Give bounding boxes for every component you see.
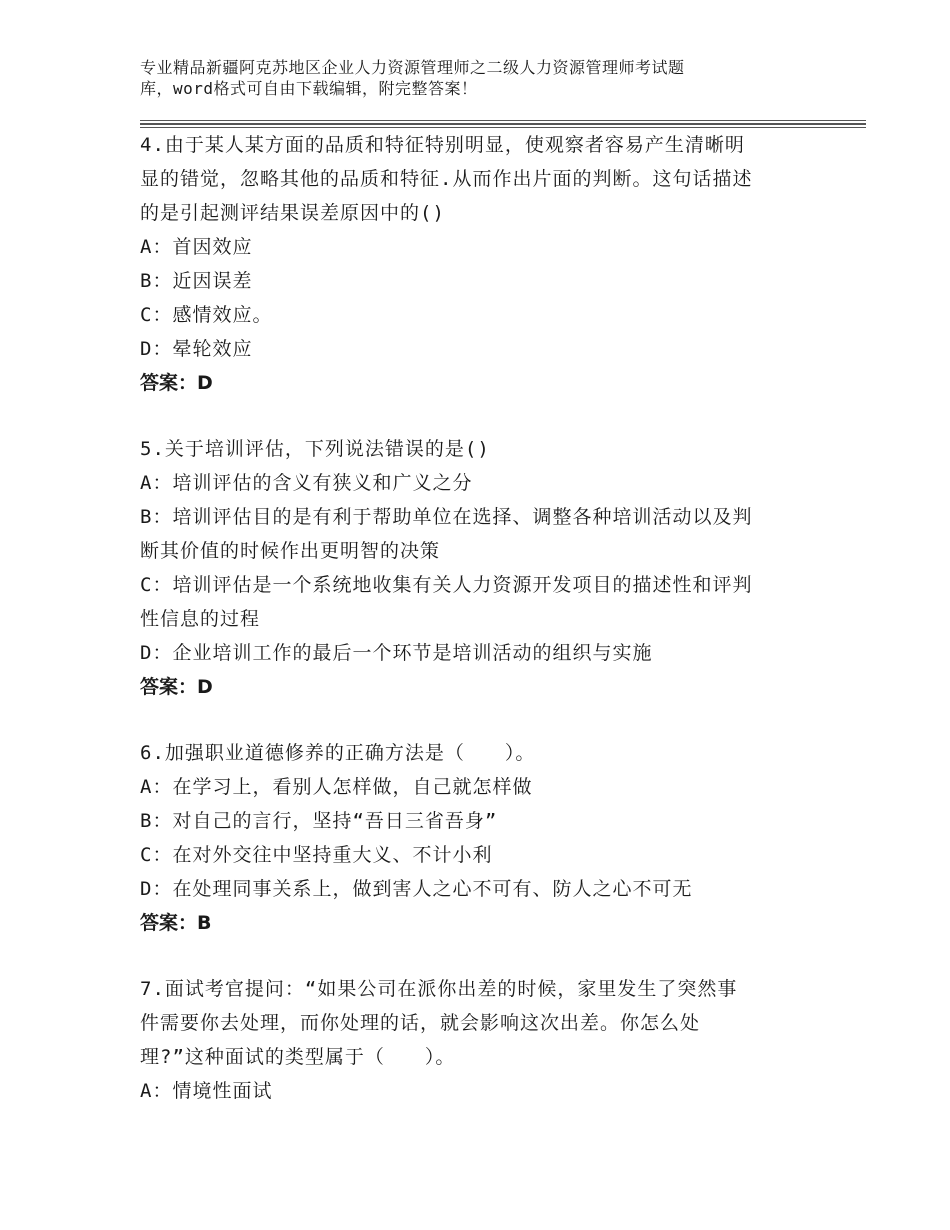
answer-option-line: A：培训评估的含义有狭义和广义之分 (140, 472, 473, 494)
question-list (140, 128, 820, 1140)
answer-option (140, 804, 820, 838)
answer-option-line: A：情境性面试 (140, 1080, 273, 1102)
answer-option-line: B：对自己的言行，坚持“吾日三省吾身” (140, 810, 498, 832)
answer-option (140, 770, 820, 804)
answer-key: 答案：D (140, 676, 213, 698)
header-rule-top (140, 120, 866, 121)
answer-option-line: B：近因误差 (140, 270, 253, 292)
question-stem-line: 6.加强职业道德修养的正确方法是（ ）。 (140, 742, 536, 764)
question-stem-line: 7.面试考官提问：“如果公司在派你出差的时候，家里发生了突然事 (140, 978, 738, 1000)
answer-option-line: A：在学习上，看别人怎样做，自己就怎样做 (140, 776, 533, 798)
answer-option (140, 838, 820, 872)
question-block (140, 128, 820, 400)
header-rule-middle (140, 123, 866, 125)
question-block (140, 972, 820, 1108)
answer-key: 答案：D (140, 372, 213, 394)
answer-option-line: D：企业培训工作的最后一个环节是培训活动的组织与实施 (140, 642, 653, 664)
answer-option (140, 872, 820, 906)
answer-option-line: B：培训评估目的是有利于帮助单位在选择、调整各种培训活动以及判 (140, 506, 753, 528)
answer-option (140, 230, 820, 264)
question-stem-line: 4.由于某人某方面的品质和特征特别明显，使观察者容易产生清晰明 (140, 134, 745, 156)
answer-option-line: 性信息的过程 (140, 608, 261, 630)
document-header (140, 57, 840, 99)
answer-option (140, 298, 820, 332)
question-stem-line: 的是引起测评结果误差原因中的() (140, 202, 445, 224)
answer-option-line: C：在对外交往中坚持重大义、不计小利 (140, 844, 493, 866)
header-line-1: 专业精品新疆阿克苏地区企业人力资源管理师之二级人力资源管理师考试题 (140, 58, 685, 77)
question-block (140, 736, 820, 940)
answer-option-line: C：培训评估是一个系统地收集有关人力资源开发项目的描述性和评判 (140, 574, 753, 596)
question-stem-line: 显的错觉，忽略其他的品质和特征.从而作出片面的判断。这句话描述 (140, 168, 753, 190)
header-line-2: 库，word格式可自由下载编辑，附完整答案！ (140, 79, 478, 98)
answer-option (140, 466, 820, 500)
question-stem-line: 件需要你去处理，而你处理的话，就会影响这次出差。你怎么处 (140, 1012, 701, 1034)
answer-option-line: D：晕轮效应 (140, 338, 253, 360)
answer-option (140, 1074, 820, 1108)
answer-option (140, 500, 820, 568)
answer-option (140, 332, 820, 366)
answer-option-line: A：首因效应 (140, 236, 253, 258)
answer-option-line: C：感情效应。 (140, 304, 273, 326)
question-stem-line: 理?”这种面试的类型属于（ ）。 (140, 1046, 456, 1068)
answer-option-line: 断其价值的时候作出更明智的决策 (140, 540, 441, 562)
answer-option (140, 264, 820, 298)
answer-option (140, 636, 820, 670)
answer-key: 答案：B (140, 912, 212, 934)
answer-option-line: D：在处理同事关系上，做到害人之心不可有、防人之心不可无 (140, 878, 693, 900)
question-stem-line: 5.关于培训评估，下列说法错误的是() (140, 438, 490, 460)
question-block (140, 432, 820, 704)
answer-option (140, 568, 820, 636)
